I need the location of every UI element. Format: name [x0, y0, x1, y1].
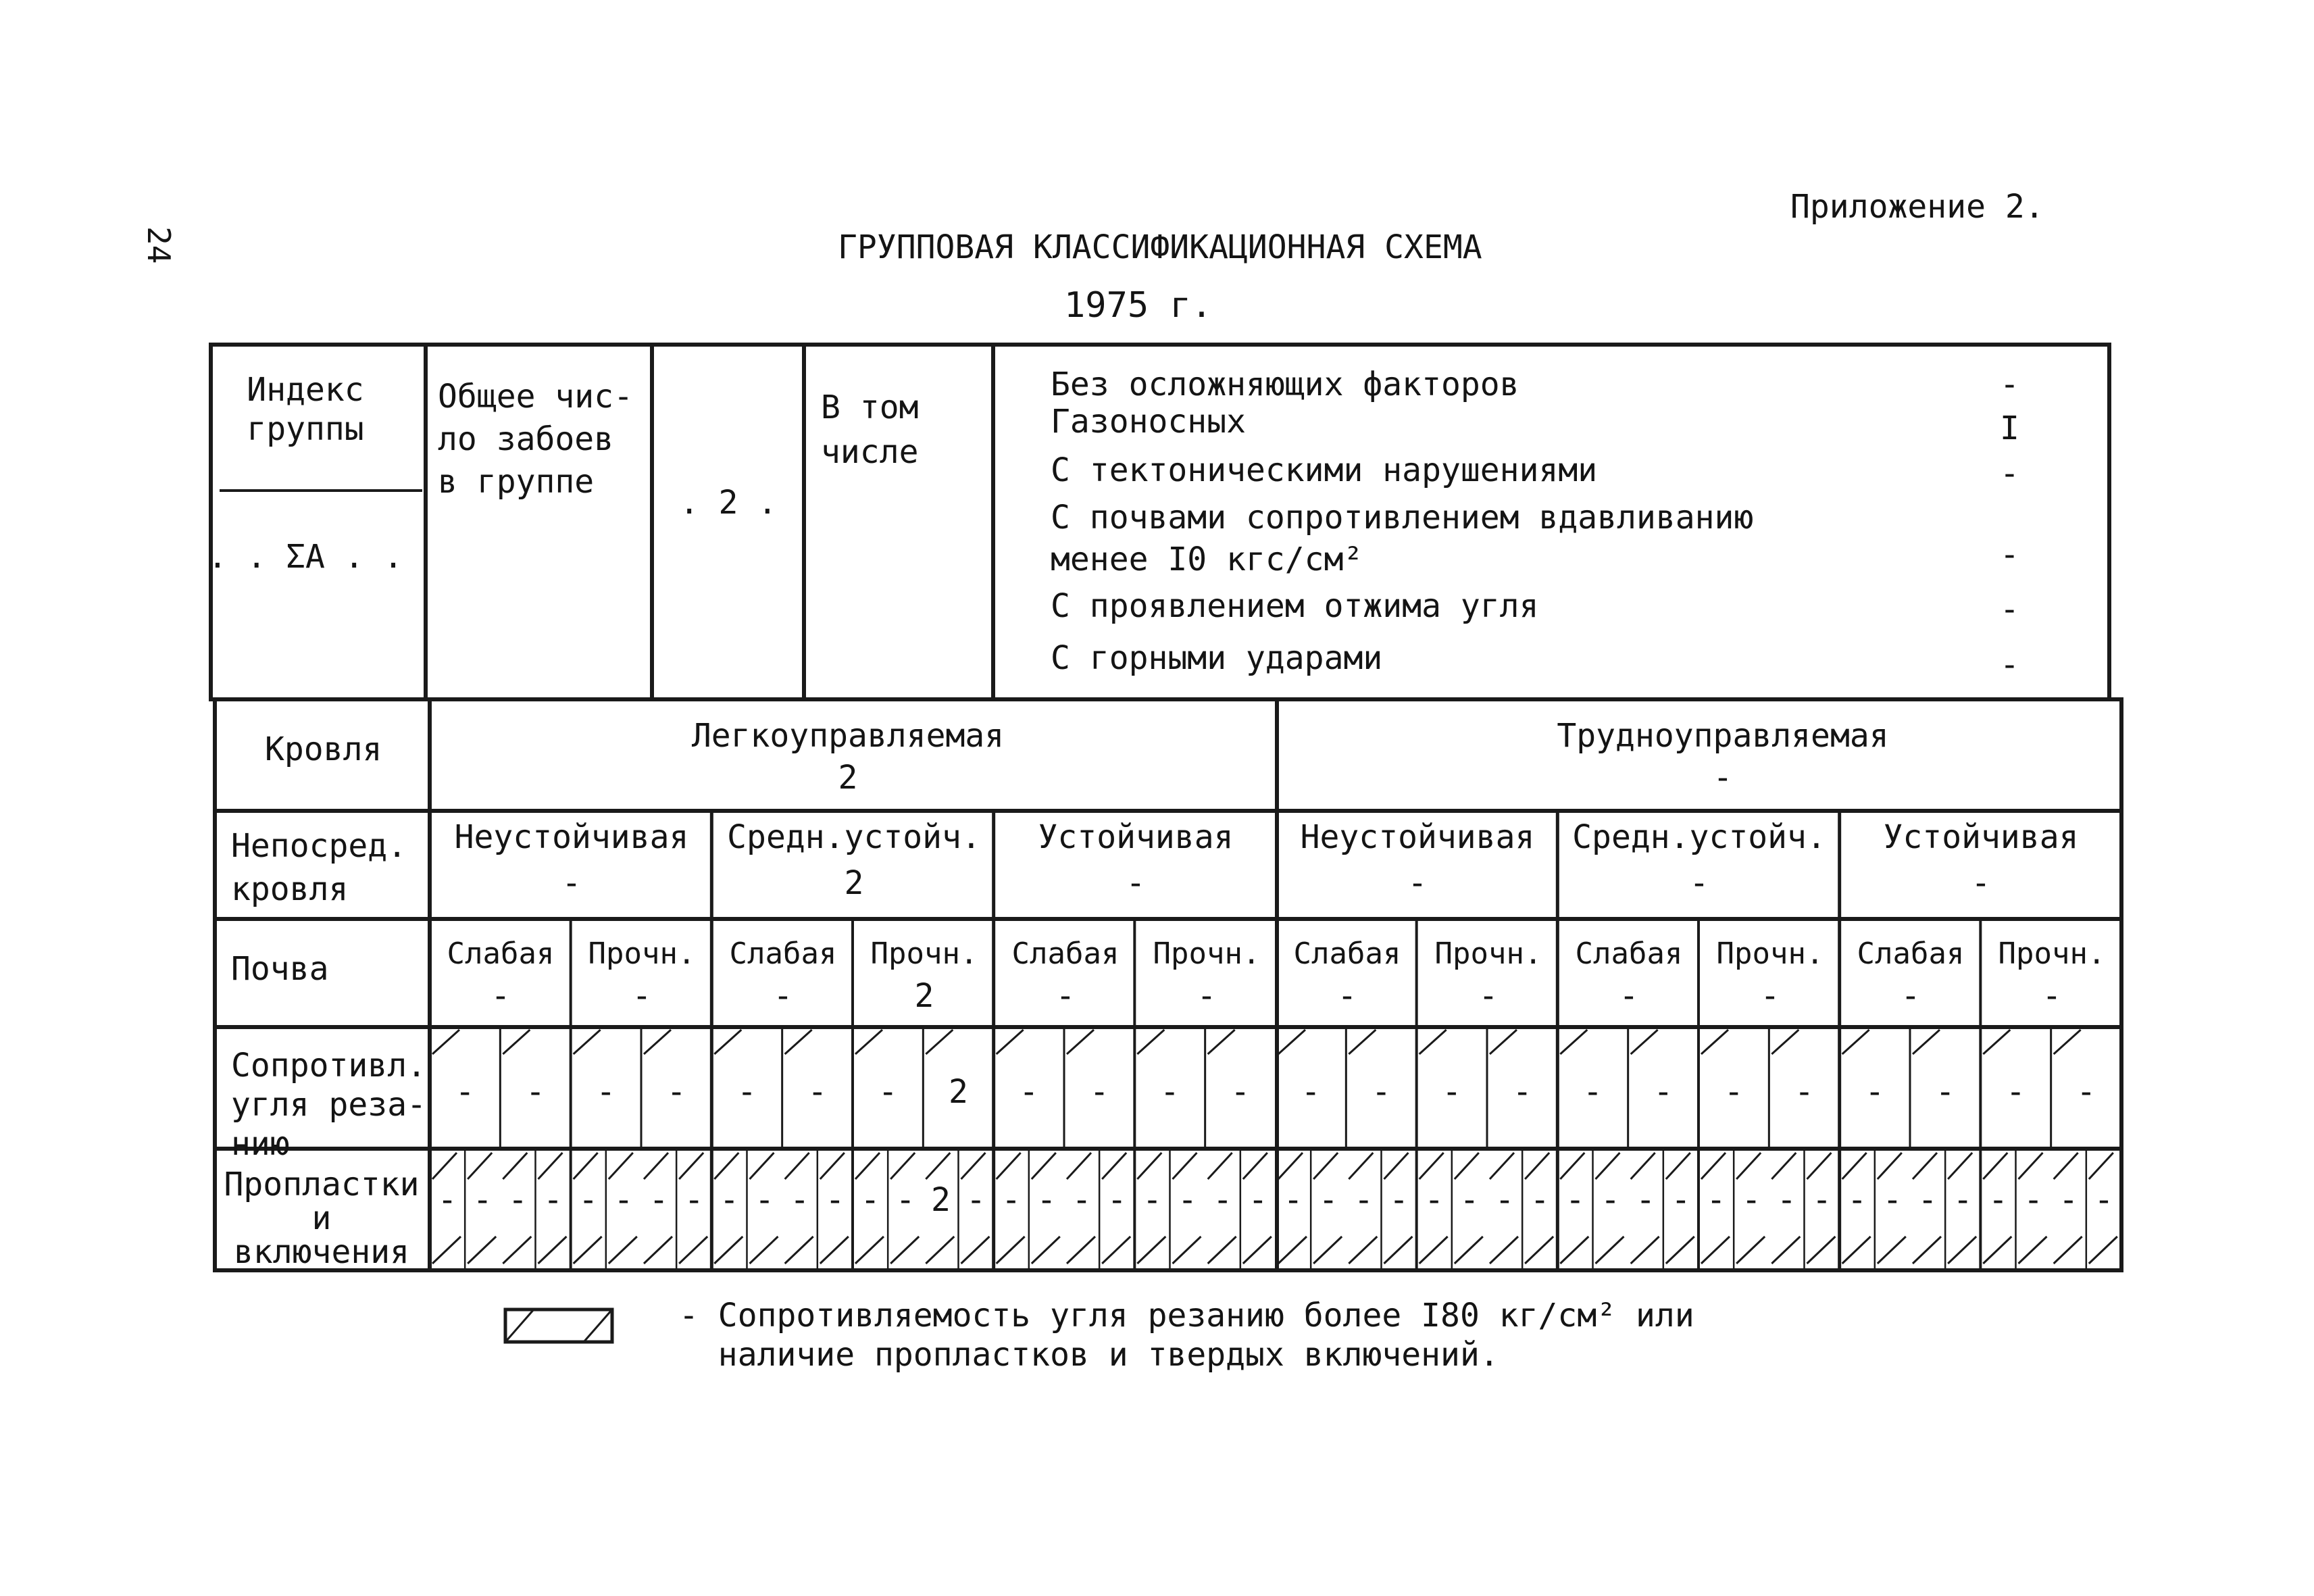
hatch-mark: [855, 1237, 884, 1264]
hatch-mark: [1701, 1237, 1730, 1264]
hatch-mark: [1666, 1237, 1694, 1264]
value-cell: -: [2023, 1181, 2044, 1219]
hatch-mark: [1208, 1030, 1235, 1054]
index-value: . . ΣА . .: [207, 538, 403, 576]
value-cell: -: [719, 1181, 739, 1219]
factor-label: С почвами сопротивлением вдавливанию менее I0 кгс/см²: [1051, 499, 1754, 578]
floor-count: -: [1197, 977, 1217, 1015]
value-cell: -: [1353, 1181, 1374, 1219]
hatch-mark: [1560, 1237, 1588, 1264]
hatch-mark: [1313, 1237, 1342, 1264]
value-cell: -: [1601, 1181, 1621, 1219]
hatch-mark: [1349, 1030, 1376, 1054]
hatch-mark: [1137, 1030, 1164, 1054]
factor-label: Без осложняющих факторов: [1051, 366, 1519, 403]
row-label-floor: Почва: [231, 950, 329, 988]
value-cell: -: [1459, 1181, 1480, 1219]
value-cell: -: [1741, 1181, 1761, 1219]
hatch-mark: [1419, 1153, 1444, 1179]
factor-value: -: [2000, 646, 2019, 684]
floor-count: 2: [914, 977, 934, 1015]
value-cell: -: [526, 1073, 545, 1111]
hatch-mark: [1878, 1153, 1902, 1179]
hatch-mark: [503, 1237, 531, 1264]
value-cell: -: [807, 1073, 828, 1111]
hatch-mark: [714, 1030, 741, 1054]
floor-name: Прочн.: [1153, 937, 1261, 971]
hatch-mark: [997, 1153, 1021, 1179]
hatch-mark: [1771, 1237, 1800, 1264]
hatch-mark: [1842, 1237, 1871, 1264]
hatch-mark: [574, 1237, 602, 1264]
hatch-mark: [679, 1237, 707, 1264]
hatch-mark: [997, 1030, 1024, 1054]
page-title: ГРУППОВАЯ КЛАССИФИКАЦИОННАЯ СХЕМА: [838, 228, 1482, 266]
immediate-roof-name: Неустойчивая: [1300, 818, 1535, 856]
immediate-roof-count: -: [1971, 864, 1991, 902]
factor-value: -: [2000, 366, 2019, 403]
immediate-roof-count: -: [561, 864, 582, 902]
value-cell: -: [825, 1181, 845, 1219]
value-cell: -: [1389, 1181, 1409, 1219]
hatch-mark: [1913, 1153, 1937, 1179]
immediate-roof-name: Устойчивая: [1038, 818, 1234, 856]
value-cell: -: [1248, 1181, 1268, 1219]
hatch-mark: [644, 1237, 672, 1264]
value-cell: -: [860, 1181, 880, 1219]
value-cell: -: [895, 1181, 915, 1219]
hatch-mark: [468, 1153, 492, 1179]
hatch-mark: [503, 1030, 530, 1054]
hatch-mark: [2019, 1153, 2043, 1179]
row-label-interlayers: Пропластки и включения: [224, 1166, 420, 1271]
hatch-mark: [1666, 1153, 1690, 1179]
floor-name: Слабая: [447, 937, 555, 971]
factor-label: С проявлением отжима угля: [1051, 587, 1539, 625]
value-cell: -: [1794, 1073, 1814, 1111]
value-cell: -: [472, 1181, 493, 1219]
value-cell: -: [1089, 1073, 1109, 1111]
value-cell: -: [1935, 1073, 1955, 1111]
hatch-mark: [785, 1237, 813, 1264]
floor-name: Прочн.: [1716, 937, 1824, 971]
value-cell: -: [613, 1181, 634, 1219]
immediate-roof-count: -: [1407, 864, 1428, 902]
hatch-mark: [1278, 1153, 1303, 1179]
value-cell: -: [1847, 1181, 1867, 1219]
hatch-mark: [1067, 1237, 1095, 1264]
hatch-mark: [1807, 1153, 1832, 1179]
hatch-mark: [2019, 1237, 2047, 1264]
hatch-mark: [2054, 1030, 2081, 1054]
value-cell: -: [507, 1181, 528, 1219]
floor-name: Слабая: [1575, 937, 1683, 971]
hatch-mark: [2054, 1237, 2082, 1264]
hatch-mark: [1701, 1153, 1726, 1179]
hatch-mark: [1596, 1237, 1624, 1264]
hatch-mark: [714, 1153, 738, 1179]
hatch-mark: [468, 1237, 496, 1264]
value-cell: -: [1160, 1073, 1180, 1111]
hatch-mark: [997, 1237, 1025, 1264]
value-cell: -: [1565, 1181, 1585, 1219]
hatch-mark: [1349, 1237, 1377, 1264]
hatch-mark: [1419, 1237, 1448, 1264]
value-cell: -: [1424, 1181, 1444, 1219]
total-count-value: . 2 .: [679, 484, 778, 522]
hatch-mark: [1525, 1237, 1553, 1264]
including-label: В том числе: [821, 389, 919, 471]
hatch-mark: [1243, 1153, 1267, 1179]
hatch-mark: [855, 1030, 882, 1054]
value-cell: -: [666, 1073, 686, 1111]
value-cell: -: [1953, 1181, 1973, 1219]
hatch-mark: [926, 1237, 954, 1264]
hatch-mark: [1736, 1153, 1761, 1179]
floor-count: -: [1619, 977, 1639, 1015]
hatch-mark: [1631, 1237, 1659, 1264]
immediate-roof-name: Неустойчивая: [454, 818, 689, 856]
hatch-mark: [820, 1237, 849, 1264]
hatch-mark: [1736, 1237, 1765, 1264]
immediate-roof-name: Устойчивая: [1883, 818, 2079, 856]
roof-type-count: -: [1713, 759, 1733, 797]
value-cell: -: [1230, 1073, 1251, 1111]
hatch-mark: [1243, 1237, 1272, 1264]
hatch-mark: [432, 1153, 457, 1179]
hatch-mark: [1278, 1237, 1307, 1264]
hatch-mark: [1631, 1030, 1658, 1054]
floor-count: -: [1478, 977, 1499, 1015]
hatch-mark: [926, 1030, 953, 1054]
hatch-mark: [961, 1237, 990, 1264]
floor-name: Прочн.: [1434, 937, 1542, 971]
hatch-mark: [1067, 1030, 1094, 1054]
factor-label: С тектоническими нарушениями: [1051, 451, 1598, 489]
value-cell: -: [1636, 1181, 1656, 1219]
value-cell: -: [1653, 1073, 1674, 1111]
hatch-mark: [679, 1153, 703, 1179]
hatch-mark: [1173, 1153, 1197, 1179]
floor-name: Прочн.: [870, 937, 978, 971]
legend-text: - Сопротивляемость угля резанию более I80 кг/см² или наличие пропластков и твердых включений.: [679, 1297, 1694, 1374]
value-cell: -: [1283, 1181, 1303, 1219]
floor-name: Слабая: [1857, 937, 1965, 971]
value-cell: -: [878, 1073, 898, 1111]
hatch-mark: [1032, 1237, 1060, 1264]
value-cell: -: [1812, 1181, 1832, 1219]
value-cell: -: [1512, 1073, 1532, 1111]
roof-type-name: Трудноуправляемая: [1557, 717, 1889, 755]
hatch-mark: [1948, 1237, 1976, 1264]
value-cell: -: [2094, 1181, 2114, 1219]
floor-count: -: [2042, 977, 2062, 1015]
hatch-mark: [1278, 1030, 1305, 1054]
value-cell: 2: [930, 1181, 951, 1219]
value-cell: -: [596, 1073, 616, 1111]
value-cell: -: [1882, 1181, 1903, 1219]
hatch-mark: [1983, 1237, 2011, 1264]
value-cell: -: [755, 1181, 775, 1219]
hatch-mark: [1631, 1153, 1655, 1179]
floor-name: Прочн.: [1998, 937, 2106, 971]
value-cell: -: [1001, 1181, 1022, 1219]
value-cell: -: [1706, 1181, 1726, 1219]
value-cell: -: [1372, 1073, 1391, 1111]
hatch-mark: [574, 1153, 598, 1179]
value-cell: -: [455, 1073, 475, 1111]
hatch-mark: [1067, 1153, 1091, 1179]
hatch-mark: [538, 1153, 563, 1179]
hatch-mark: [1560, 1030, 1587, 1054]
hatch-mark: [1384, 1153, 1409, 1179]
hatch-mark: [855, 1153, 880, 1179]
floor-name: Слабая: [1293, 937, 1401, 971]
hatch-mark: [1032, 1153, 1056, 1179]
hatch-mark: [1490, 1030, 1517, 1054]
floor-count: -: [1760, 977, 1780, 1015]
immediate-roof-name: Средн.устойч.: [1572, 818, 1826, 856]
hatch-mark: [1842, 1030, 1869, 1054]
hatch-mark: [1208, 1237, 1236, 1264]
hatch-mark: [503, 1153, 527, 1179]
value-cell: -: [1917, 1181, 1938, 1219]
row-label-resistance: Сопротивл. угля реза- нию: [231, 1047, 426, 1163]
hatch-mark: [1948, 1153, 1972, 1179]
hatch-mark: [750, 1153, 774, 1179]
hatch-mark: [1560, 1153, 1584, 1179]
hatch-mark: [1490, 1237, 1518, 1264]
value-cell: -: [1019, 1073, 1039, 1111]
hatch-mark: [961, 1153, 986, 1179]
hatch-mark: [1596, 1153, 1620, 1179]
hatch-mark: [1878, 1237, 1906, 1264]
hatch-mark: [785, 1030, 812, 1054]
immediate-roof-count: 2: [844, 864, 864, 902]
hatch-mark: [1842, 1153, 1867, 1179]
value-cell: -: [1036, 1181, 1057, 1219]
factor-label: С горными ударами: [1051, 639, 1383, 677]
value-cell: -: [1442, 1073, 1462, 1111]
value-cell: -: [1724, 1073, 1744, 1111]
hatch-mark: [1102, 1153, 1126, 1179]
immediate-roof-count: -: [1126, 864, 1146, 902]
value-cell: -: [1865, 1073, 1885, 1111]
hatch-mark: [538, 1237, 567, 1264]
hatch-mark: [1490, 1153, 1514, 1179]
hatch-mark: [1137, 1153, 1161, 1179]
floor-count: -: [1901, 977, 1921, 1015]
value-cell: -: [543, 1181, 563, 1219]
hatch-mark: [2054, 1153, 2078, 1179]
value-cell: -: [1072, 1181, 1092, 1219]
hatch-mark: [1701, 1030, 1728, 1054]
floor-count: -: [1055, 977, 1076, 1015]
hatch-mark: [1137, 1237, 1165, 1264]
value-cell: -: [1671, 1181, 1691, 1219]
hatch-mark: [1313, 1153, 1338, 1179]
hatch-mark: [1525, 1153, 1549, 1179]
hatch-mark: [2089, 1153, 2113, 1179]
total-count-label: Общее чис- ло забоев в группе: [438, 378, 633, 501]
hatch-mark: [644, 1153, 668, 1179]
value-cell: -: [2006, 1073, 2026, 1111]
hatch-mark: [1419, 1030, 1447, 1054]
value-cell: -: [1142, 1181, 1162, 1219]
factor-value: -: [2000, 536, 2019, 574]
floor-count: -: [632, 977, 652, 1015]
hatch-mark: [1455, 1153, 1479, 1179]
hatch-mark: [1173, 1237, 1201, 1264]
hatch-mark: [926, 1153, 950, 1179]
value-cell: -: [966, 1181, 986, 1219]
hatch-mark: [1208, 1153, 1232, 1179]
hatch-mark: [1771, 1030, 1799, 1054]
hatch-mark: [2089, 1237, 2117, 1264]
value-cell: -: [578, 1181, 599, 1219]
hatch-mark: [890, 1153, 915, 1179]
row-label-immediate-roof: Непосред. кровля: [231, 827, 407, 908]
hatch-mark: [1913, 1030, 1940, 1054]
floor-count: -: [1337, 977, 1357, 1015]
immediate-roof-count: -: [1689, 864, 1709, 902]
hatch-mark: [644, 1030, 671, 1054]
value-cell: -: [737, 1073, 757, 1111]
hatch-mark: [1771, 1153, 1796, 1179]
hatch-mark: [890, 1237, 919, 1264]
row-label-roof: Кровля: [265, 730, 382, 768]
value-cell: -: [1776, 1181, 1796, 1219]
hatch-mark: [609, 1237, 637, 1264]
hatch-mark: [1913, 1237, 1941, 1264]
legend-hatched-box: [505, 1310, 612, 1342]
hatch-mark: [432, 1030, 459, 1054]
factor-label: Газоносных: [1051, 403, 1246, 441]
hatch-mark: [609, 1153, 633, 1179]
floor-count: -: [773, 977, 793, 1015]
value-cell: -: [1530, 1181, 1550, 1219]
value-cell: -: [1301, 1073, 1321, 1111]
value-cell: -: [649, 1181, 669, 1219]
year-label: 1975 г.: [1064, 285, 1213, 326]
value-cell: -: [1107, 1181, 1127, 1219]
hatch-mark: [1349, 1153, 1373, 1179]
floor-name: Слабая: [729, 937, 837, 971]
value-cell: -: [1988, 1181, 2008, 1219]
factor-value: -: [2000, 591, 2019, 628]
hatch-mark: [1983, 1153, 2007, 1179]
hatch-mark: [1983, 1030, 2010, 1054]
value-cell: -: [790, 1181, 810, 1219]
value-cell: -: [1583, 1073, 1603, 1111]
value-cell: -: [1318, 1181, 1338, 1219]
value-cell: -: [437, 1181, 457, 1219]
value-cell: -: [1178, 1181, 1198, 1219]
hatch-mark: [1455, 1237, 1483, 1264]
value-cell: -: [2076, 1073, 2096, 1111]
roof-type-name: Легкоуправляемая: [691, 717, 1005, 755]
hatch-mark: [1807, 1237, 1836, 1264]
hatch-mark: [574, 1030, 601, 1054]
hatch-mark: [432, 1237, 461, 1264]
index-label: Индекс группы: [247, 371, 364, 448]
factor-value: I: [2000, 409, 2019, 447]
hatch-mark: [1384, 1237, 1413, 1264]
page-number: 24: [141, 226, 177, 264]
appendix-label: Приложение 2.: [1790, 188, 2044, 226]
hatch-mark: [1102, 1237, 1130, 1264]
value-cell: -: [1494, 1181, 1515, 1219]
factor-value: -: [2000, 455, 2019, 493]
hatch-mark: [750, 1237, 778, 1264]
value-cell: 2: [949, 1073, 968, 1111]
value-cell: -: [1213, 1181, 1233, 1219]
floor-count: -: [491, 977, 511, 1015]
hatch-mark: [820, 1153, 845, 1179]
hatch-mark: [785, 1153, 809, 1179]
immediate-roof-name: Средн.устойч.: [727, 818, 981, 856]
value-cell: -: [684, 1181, 704, 1219]
hatch-mark: [714, 1237, 743, 1264]
floor-name: Прочн.: [588, 937, 696, 971]
roof-type-count: 2: [838, 759, 858, 797]
floor-name: Слабая: [1011, 937, 1120, 971]
value-cell: -: [2059, 1181, 2079, 1219]
